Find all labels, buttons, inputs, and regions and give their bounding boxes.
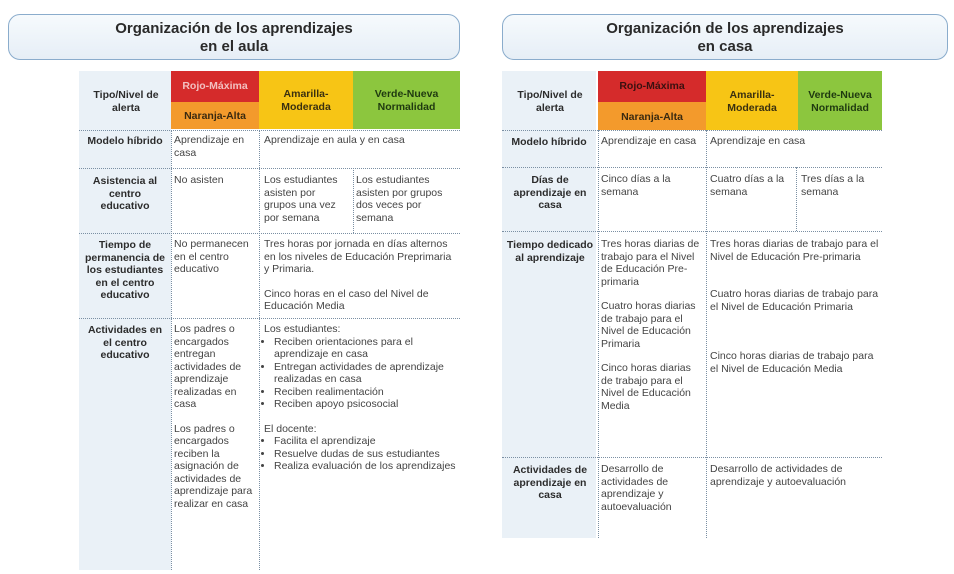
cell-hibrido-red: Aprendizaje en casa xyxy=(601,135,697,147)
divider xyxy=(502,167,882,168)
cell-asistencia-green: Los estudiantes asisten por grupos dos veces por semana xyxy=(356,174,443,224)
row-label-actividades: Actividades en el centro educativo xyxy=(87,324,163,361)
alert-orange: Naranja-Alta xyxy=(171,102,259,129)
list-item: • Realiza evaluación de los aprendizajes xyxy=(274,460,457,473)
list-item: • Entregan actividades de aprendizaje realizadas en casa xyxy=(274,361,457,386)
title-line-1: Organización de los aprendizajes xyxy=(115,20,353,37)
list-item: • Resuelve dudas de sus estudiantes xyxy=(274,448,457,461)
docente-title: El docente: xyxy=(264,422,317,435)
alert-orange: Naranja-Alta xyxy=(598,102,706,130)
cell-asistencia-red: No asisten xyxy=(174,174,224,186)
tiempo-primaria: Cuatro horas diarias de trabajo para el Nivel de Educación Primaria xyxy=(601,300,696,350)
divider xyxy=(598,130,599,538)
tiempo-media: Cinco horas diarias de trabajo para el Nivel de Educación Media xyxy=(710,350,874,375)
alert-green: Verde-Nueva Normalidad xyxy=(353,71,460,129)
divider xyxy=(79,130,460,131)
cell-actividades-yellow-green xyxy=(261,321,460,473)
row-label-hibrido: Modelo híbrido xyxy=(87,135,163,147)
tiempo-text-a: Tres horas por jornada en días alternos en los niveles de Educación Preprimaria y Primaria. xyxy=(264,238,452,275)
cell-tiempo-yellow-green xyxy=(261,236,460,313)
list-item: • Reciben orientaciones para el aprendizaje en casa xyxy=(274,336,457,361)
divider xyxy=(259,130,260,570)
cell-actividades-red xyxy=(171,321,259,510)
alert-red: Rojo-Máxima xyxy=(171,71,259,102)
divider xyxy=(79,168,460,169)
row-label-hibrido: Modelo híbrido xyxy=(511,136,587,148)
title-line-2: en el aula xyxy=(199,38,269,55)
alert-green: Verde-Nueva Normalidad xyxy=(798,71,882,130)
row-label-tiempo: Tiempo dedicado al aprendizaje xyxy=(506,239,594,264)
row-label-actividades: Actividades de aprendizaje en casa xyxy=(512,464,588,501)
list-item: • Facilita el aprendizaje xyxy=(274,435,457,448)
divider xyxy=(706,130,707,538)
cell-hibrido-yellow-green: Aprendizaje en casa xyxy=(710,135,806,147)
title-line-2: en casa xyxy=(697,38,753,55)
cell-hibrido-yellow-green: Aprendizaje en aula y en casa xyxy=(264,134,405,146)
cell-dias-red: Cinco días a la semana xyxy=(601,173,671,198)
title-line-1: Organización de los aprendizajes xyxy=(606,20,844,37)
cell-tiempo-red xyxy=(598,236,704,412)
divider xyxy=(502,130,882,131)
row-label-tiempo: Tiempo de permanencia de los estudiantes en el centro educativo xyxy=(85,239,165,301)
tiempo-preprimaria: Tres horas diarias de trabajo para el Nivel de Educación Pre-primaria xyxy=(601,238,700,288)
table-casa xyxy=(502,71,882,541)
divider xyxy=(79,233,460,234)
cell-hibrido-red: Aprendizaje en casa xyxy=(174,134,245,159)
title-banner-casa xyxy=(502,14,948,60)
divider xyxy=(353,168,354,233)
row-label-asistencia: Asistencia al centro educativo xyxy=(92,175,158,212)
estudiantes-list xyxy=(264,336,457,411)
cell-dias-yellow: Cuatro días a la semana xyxy=(710,173,785,198)
estudiantes-title: Los estudiantes: xyxy=(264,323,341,335)
divider xyxy=(796,167,797,231)
alert-yellow: Amarilla-Moderada xyxy=(259,71,353,129)
divider xyxy=(171,130,172,570)
header-label: Tipo/Nivel de alerta xyxy=(517,89,583,114)
cell-dias-green: Tres días a la semana xyxy=(801,173,865,198)
tiempo-media: Cinco horas diarias de trabajo para el Nivel de Educación Media xyxy=(601,362,691,412)
cell-actividades-red: Desarrollo de actividades de aprendizaje y autoevaluación xyxy=(601,463,672,513)
tiempo-primaria: Cuatro horas diarias de trabajo para el Nivel de Educación Primaria xyxy=(710,288,879,313)
header-label: Tipo/Nivel de alerta xyxy=(93,89,159,114)
actividades-padres-entregan: Los padres o encargados entregan actividades de aprendizaje realizadas en casa xyxy=(174,323,242,410)
table-aula xyxy=(79,71,460,571)
list-item: • Reciben apoyo psicosocial xyxy=(274,398,457,411)
tiempo-text-b: Cinco horas en el caso del Nivel de Educación Media xyxy=(264,287,429,312)
alert-red: Rojo-Máxima xyxy=(598,71,706,102)
divider xyxy=(502,231,882,232)
tiempo-preprimaria: Tres horas diarias de trabajo para el Nivel de Educación Pre-primaria xyxy=(710,238,879,263)
actividades-padres-reciben: Los padres o encargados reciben la asignación de actividades de aprendizaje para realizar en casa xyxy=(174,422,253,510)
cell-tiempo-red: No permanecen en el centro educativo xyxy=(174,238,249,275)
docente-list xyxy=(264,435,457,473)
cell-tiempo-yellow-green xyxy=(707,236,882,375)
title-banner-aula xyxy=(8,14,460,60)
divider xyxy=(79,318,460,319)
cell-asistencia-yellow: Los estudiantes asisten por grupos una vez por semana xyxy=(264,174,338,224)
alert-yellow: Amarilla-Moderada xyxy=(706,71,798,130)
row-label-dias: Días de aprendizaje en casa xyxy=(513,174,587,211)
list-item: • Reciben realimentación xyxy=(274,386,457,399)
cell-actividades-yellow-green: Desarrollo de actividades de aprendizaje y autoevaluación xyxy=(710,463,847,488)
divider xyxy=(502,457,882,458)
